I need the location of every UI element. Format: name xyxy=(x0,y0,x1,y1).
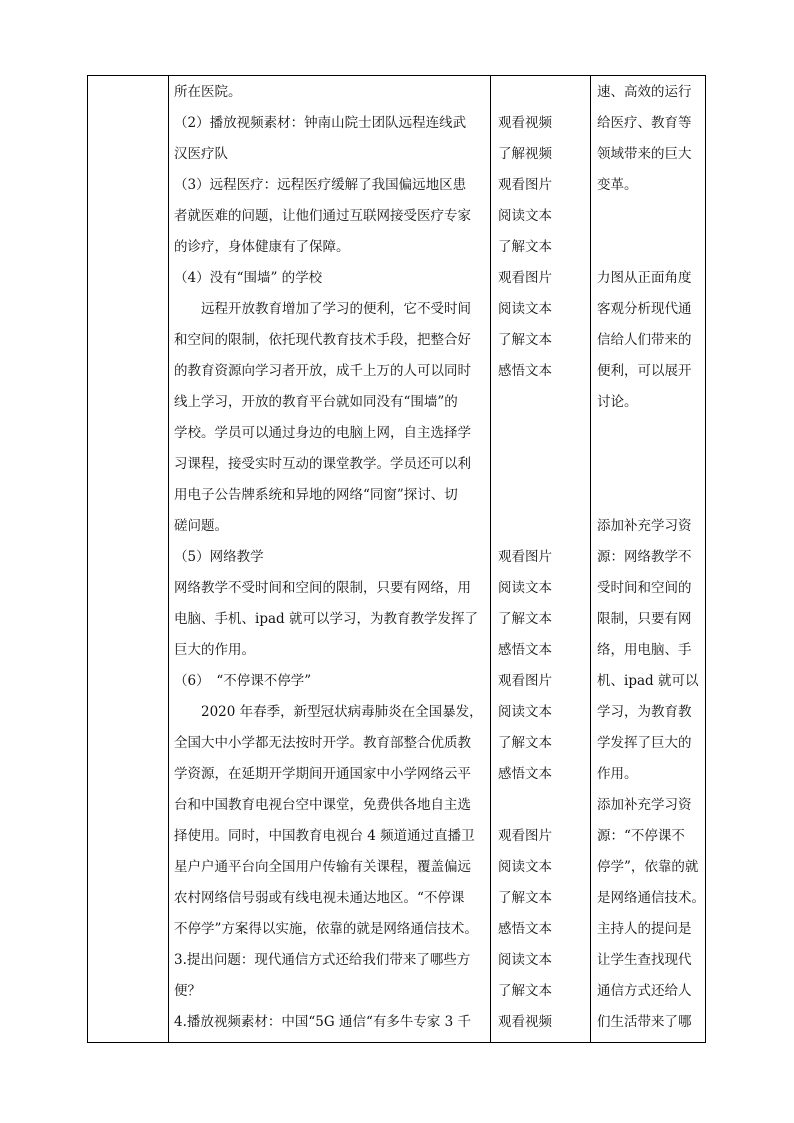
activity-line: 观看图片 xyxy=(498,177,552,193)
content-line: 线上学习，开放的教育平台就如同没有“围墙”的 xyxy=(174,394,458,410)
content-line: 学校。学员可以通过身边的电脑上网，自主选择学 xyxy=(174,425,471,441)
content-line: 巨大的作用。 xyxy=(174,642,255,658)
activity-line: 了解文本 xyxy=(498,890,552,906)
intent-line: 络，用电脑、手 xyxy=(597,642,692,658)
content-line: 2020 年春季，新型冠状病毒肺炎在全国暴发， xyxy=(174,704,483,720)
content-line: 择使用。同时，中国教育电视台 4 频道通过直播卫 xyxy=(174,828,475,844)
intent-line: 停学”，依靠的就 xyxy=(597,859,699,875)
content-line: （3）远程医疗：远程医疗缓解了我国偏远地区患 xyxy=(174,177,467,193)
activity-line: 观看图片 xyxy=(498,828,552,844)
activity-line: 了解文本 xyxy=(498,735,552,751)
activity-line: 阅读文本 xyxy=(498,301,552,317)
intent-line: 限制，只要有网 xyxy=(597,611,692,627)
activity-line: 观看图片 xyxy=(498,270,552,286)
content-line: 磋问题。 xyxy=(174,518,228,534)
intent-line: 速、高效的运行 xyxy=(597,84,692,100)
intent-line: 源：网络教学不 xyxy=(597,549,692,565)
activity-line: 了解文本 xyxy=(498,332,552,348)
design-intent-column xyxy=(594,76,706,1042)
intent-line: 让学生查找现代 xyxy=(597,952,692,968)
activity-line: 阅读文本 xyxy=(498,704,552,720)
content-line: 用电子公告牌系统和异地的网络“同窗”探讨、切 xyxy=(174,487,458,503)
content-line: 的教育资源向学习者开放，成千上万的人可以同时 xyxy=(174,363,471,379)
content-line: （6） “不停课不停学” xyxy=(174,673,312,689)
intent-line: 领域带来的巨大 xyxy=(597,146,692,162)
content-line: 便？ xyxy=(174,983,201,999)
teaching-content-column xyxy=(168,76,490,1042)
content-line: 台和中国教育电视台空中课堂，免费供各地自主选 xyxy=(174,797,471,813)
activity-line: 感悟文本 xyxy=(498,921,552,937)
content-line: 远程开放教育增加了学习的便利，它不受时间 xyxy=(174,301,471,317)
intent-line: 源：“不停课不 xyxy=(597,828,685,844)
column-divider xyxy=(490,76,491,1042)
lesson-plan-table xyxy=(87,75,706,1043)
intent-line: 力图从正面角度 xyxy=(597,270,692,286)
content-line: 的诊疗，身体健康有了保障。 xyxy=(174,239,350,255)
intent-line: 学发挥了巨大的 xyxy=(597,735,692,751)
content-line: 学资源，在延期开学期间开通国家中小学网络云平 xyxy=(174,766,471,782)
content-line: 网络教学不受时间和空间的限制，只要有网络，用 xyxy=(174,580,471,596)
activity-line: 感悟文本 xyxy=(498,363,552,379)
activity-line: 观看视频 xyxy=(498,115,552,131)
content-line: 和空间的限制，依托现代教育技术手段，把整合好 xyxy=(174,332,471,348)
activity-line: 了解视频 xyxy=(498,146,552,162)
content-line: 4.播放视频素材：中国“5G 通信“有多牛专家 3 千 xyxy=(174,1014,472,1030)
column-divider xyxy=(590,76,591,1042)
intent-line: 通信方式还给人 xyxy=(597,983,692,999)
intent-line: 信给人们带来的 xyxy=(597,332,692,348)
activity-line: 了解文本 xyxy=(498,611,552,627)
intent-line: 添加补充学习资 xyxy=(597,518,692,534)
intent-line: 变革。 xyxy=(597,177,638,193)
content-line: 所在医院。 xyxy=(174,84,242,100)
intent-line: 讨论。 xyxy=(597,394,638,410)
content-line: （2）播放视频素材：钟南山院士团队远程连线武 xyxy=(174,115,467,131)
content-line: （5）网络教学 xyxy=(174,549,264,565)
content-line: 全国大中小学都无法按时开学。教育部整合优质教 xyxy=(174,735,471,751)
activity-line: 阅读文本 xyxy=(498,859,552,875)
intent-line: 主持人的提问是 xyxy=(597,921,692,937)
intent-line: 受时间和空间的 xyxy=(597,580,692,596)
content-line: （4）没有“围墙” 的学校 xyxy=(174,270,323,286)
content-line: 者就医难的问题，让他们通过互联网接受医疗专家 xyxy=(174,208,471,224)
content-line: 汉医疗队 xyxy=(174,146,228,162)
content-line: 星户户通平台向全国用户传输有关课程，覆盖偏远 xyxy=(174,859,471,875)
intent-line: 学习，为教育教 xyxy=(597,704,692,720)
intent-line: 是网络通信技术。 xyxy=(597,890,705,906)
activity-line: 感悟文本 xyxy=(498,642,552,658)
stage-column xyxy=(88,76,168,1042)
intent-line: 们生活带来了哪 xyxy=(597,1014,692,1030)
content-line: 不停学”方案得以实施，依靠的就是网络通信技术。 xyxy=(174,921,478,937)
content-line: 3.提出问题：现代通信方式还给我们带来了哪些方 xyxy=(174,952,471,968)
activity-line: 阅读文本 xyxy=(498,208,552,224)
content-line: 习课程，接受实时互动的课堂教学。学员还可以利 xyxy=(174,456,471,472)
intent-line: 机、ipad 就可以 xyxy=(597,673,699,689)
activity-line: 观看视频 xyxy=(498,1014,552,1030)
activity-line: 了解文本 xyxy=(498,239,552,255)
student-activity-column xyxy=(494,76,590,1042)
activity-line: 阅读文本 xyxy=(498,580,552,596)
intent-line: 客观分析现代通 xyxy=(597,301,692,317)
intent-line: 添加补充学习资 xyxy=(597,797,692,813)
activity-line: 观看图片 xyxy=(498,549,552,565)
activity-line: 了解文本 xyxy=(498,983,552,999)
content-line: 农村网络信号弱或有线电视未通达地区。“不停课 xyxy=(174,890,465,906)
intent-line: 作用。 xyxy=(597,766,638,782)
intent-line: 便利，可以展开 xyxy=(597,363,692,379)
activity-line: 阅读文本 xyxy=(498,952,552,968)
intent-line: 给医疗、教育等 xyxy=(597,115,692,131)
content-line: 电脑、手机、ipad 就可以学习，为教育教学发挥了 xyxy=(174,611,478,627)
activity-line: 感悟文本 xyxy=(498,766,552,782)
activity-line: 观看图片 xyxy=(498,673,552,689)
